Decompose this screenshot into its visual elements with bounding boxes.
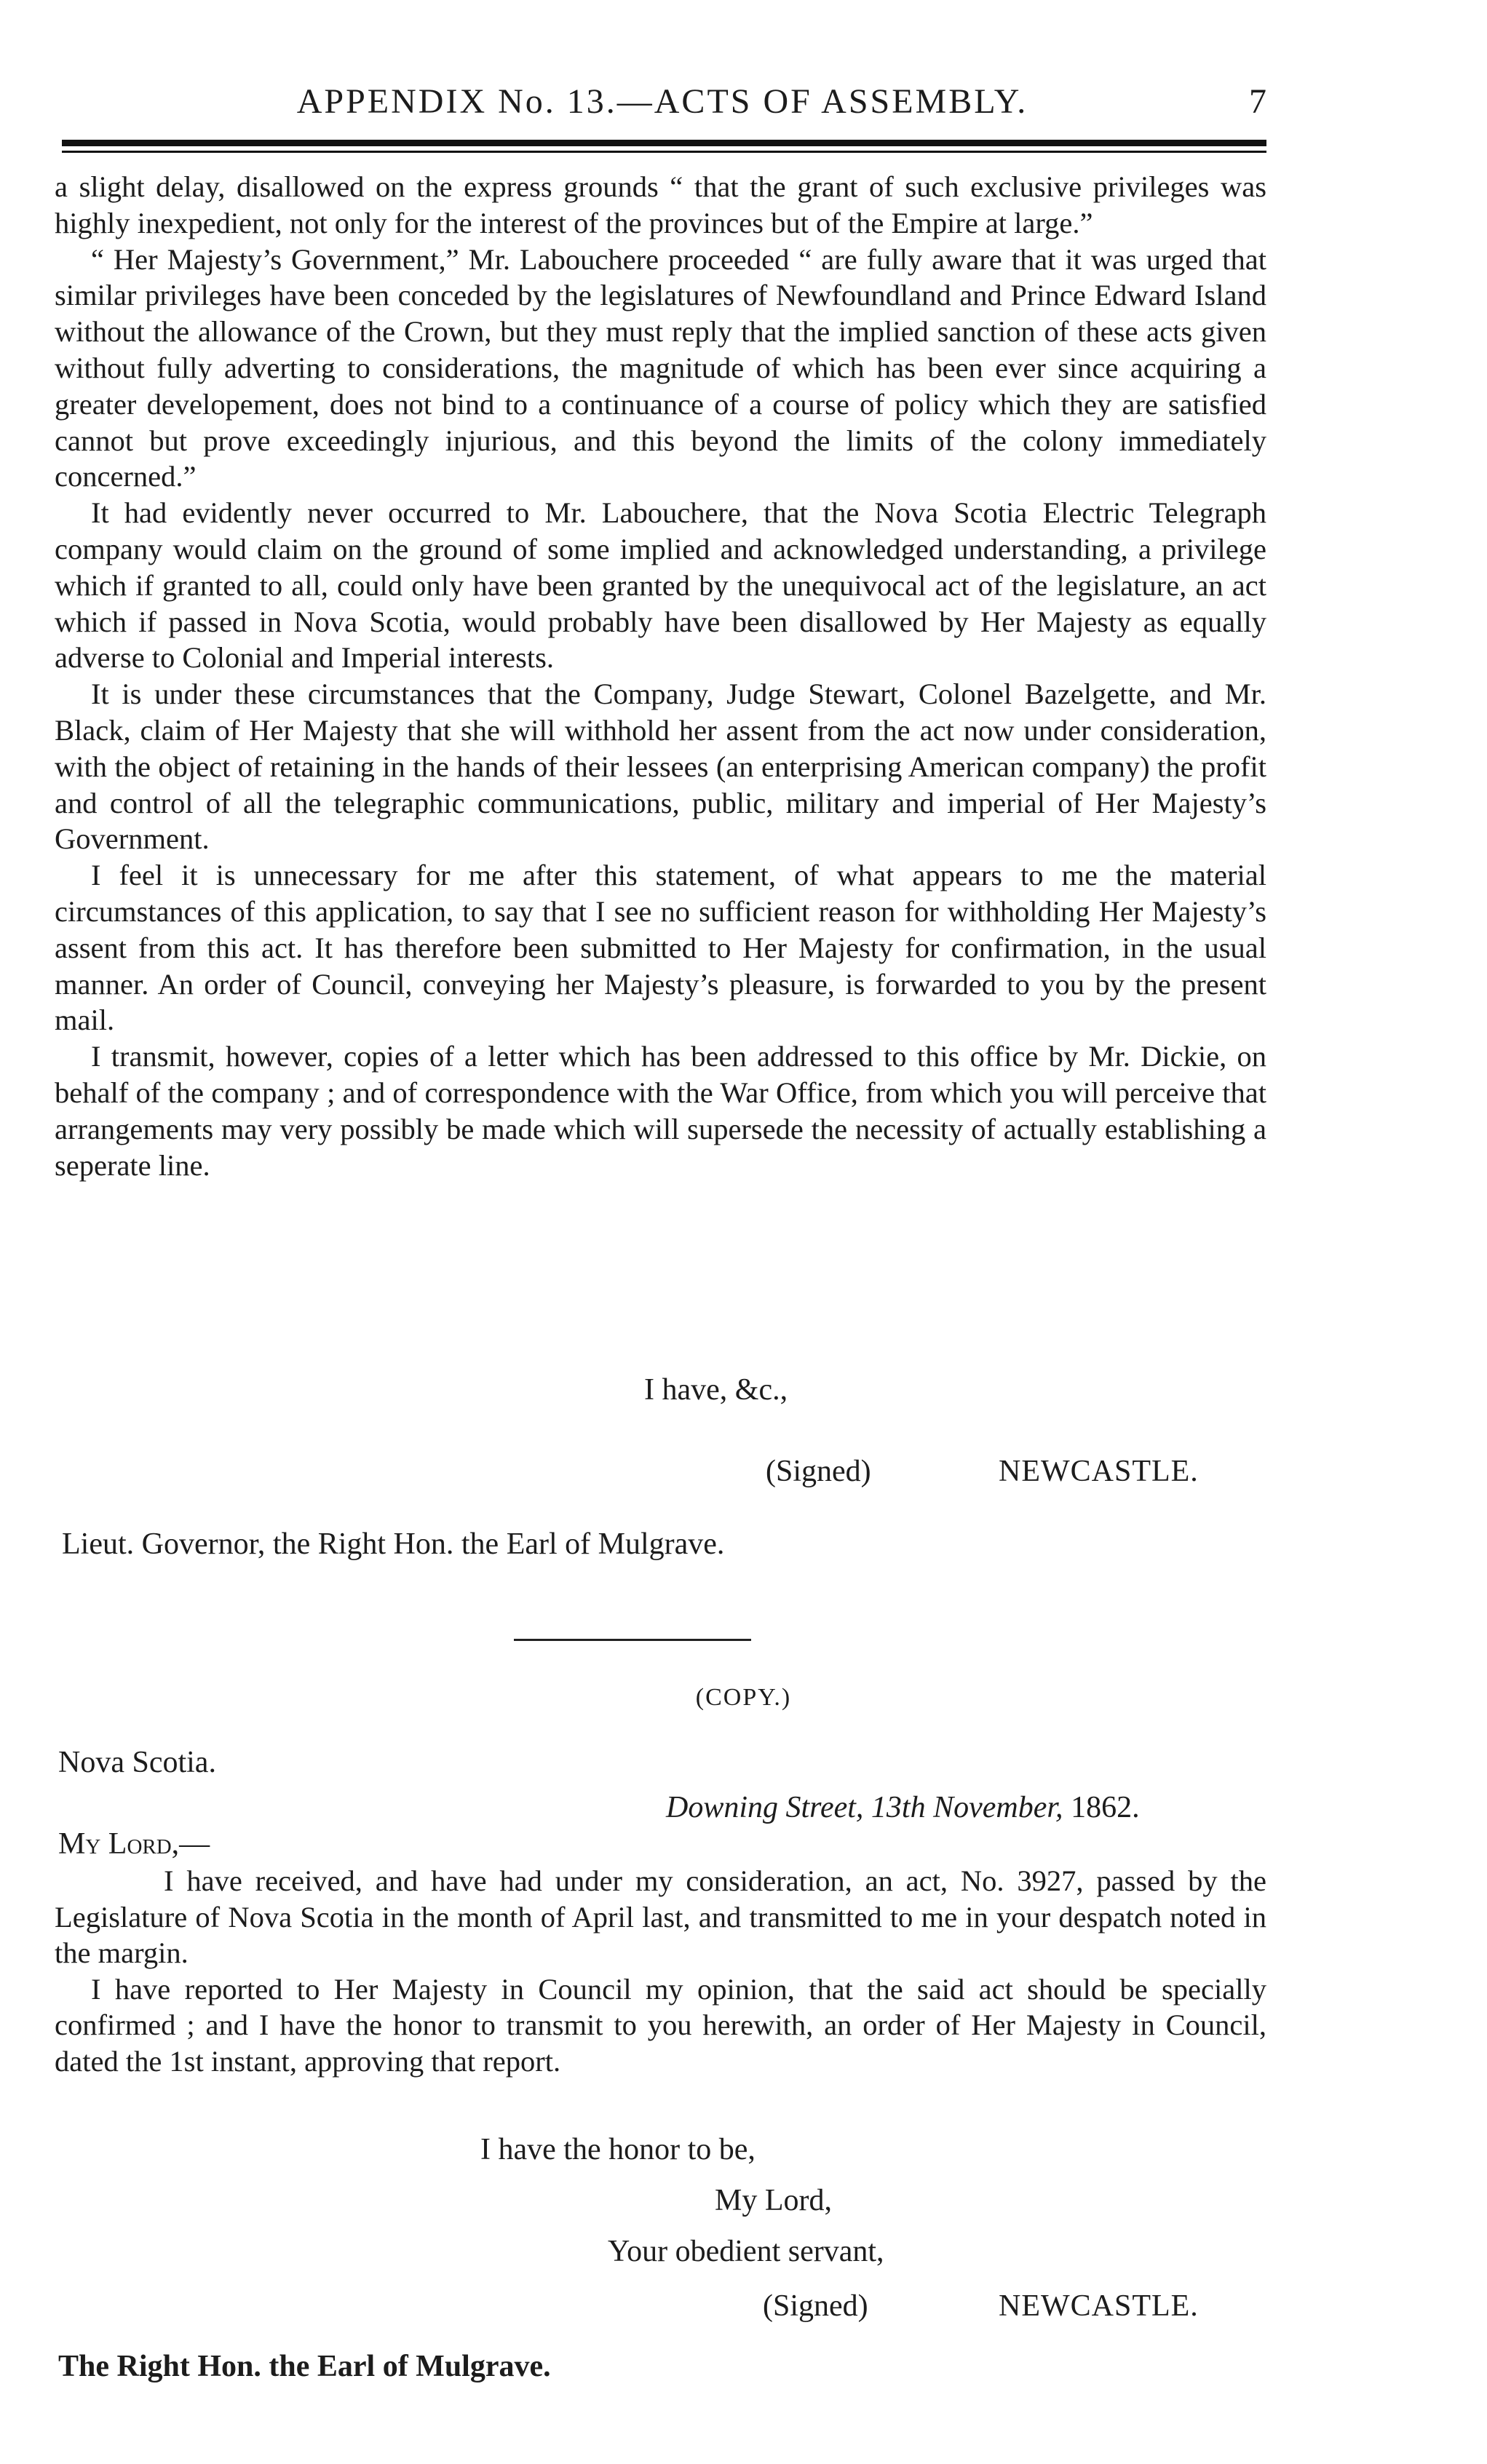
paragraph: I transmit, however, copies of a letter which has been addressed to this office by Mr. Dickie, on behalf of the company ; and of correspondence with the War Office, from which you will perceive that arrangements may very possibly be made which will supersede the necessity of actually establishing a seperate line. [55,1040,1266,1182]
letter-2-province: Nova Scotia. [58,1746,216,1779]
letter-2-dateline [666,1790,1140,1825]
letter-1-i-have: I have, &c., [644,1373,788,1407]
paragraph: It had evidently never occurred to Mr. Labouchere, that the Nova Scotia Electric Telegraph company would claim on the ground of some implied and acknowledged understanding, a privilege which if granted to all, could only have been granted by the unequivocal act of the legislature, an act which if passed in Nova Scotia, would probably have been disallowed by Her Majesty as equally adverse to Colonial and Imperial interests. [55,496,1266,675]
letter-1-addressee: Lieut. Governor, the Right Hon. the Earl of Mulgrave. [62,1527,725,1561]
paragraph: “ Her Majesty’s Government,” Mr. Labouchere proceeded “ are fully aware that it was urged that similar privileges have been conceded by the legislatures of Newfoundland and Prince Edward Island without the allowance of the Crown, but they must reply that the implied sanction of these acts given without fully adverting to considerations, the magnitude of which has been ever since acquiring a greater developement, does not bind to a continuance of a course of policy which they are satisfied cannot but prove exceedingly injurious, and this beyond the limits of the colony immediately concerned.” [55,242,1266,493]
letter-2-closing-honor: I have the honor to be, [480,2133,756,2166]
paragraph: I feel it is unnecessary for me after this statement, of what appears to me the material circumstances of this application, to say that I see no sufficient reason for withholding Her Majesty’s assent from this act. It has therefore been submitted to Her Majesty for confirmation, in the usual manner. An order of Council, conveying her Majesty’s pleasure, is forwarded to you by the present mail. [55,859,1266,1037]
paragraph: I have received, and have had under my consideration, an act, No. 3927, passed by the Legislature of Nova Scotia in the month of April last, and transmitted to me in your despatch noted in the margin. [55,1864,1266,1969]
letter-2-date: 13th November, [871,1791,1063,1824]
letter-2-signed: (Signed) [763,2289,868,2323]
page-header-title: APPENDIX No. 13.—ACTS OF ASSEMBLY. [296,82,1028,121]
letter-2-signatory: NEWCASTLE. [999,2289,1199,2323]
paragraph: I have reported to Her Majesty in Council my opinion, that the said act should be specially confirmed ; and I have the honor to transmit to you herewith, an order of Her Majesty in Council, dated the 1st instant, approving that report. [55,1972,1266,2078]
page-number: 7 [1249,82,1266,121]
header-rule-thick [62,140,1266,146]
letter-2-body [55,1863,1266,2079]
letter-2-year: 1862. [1071,1791,1140,1824]
letter-2-addressee: The Right Hon. the Earl of Mulgrave. [58,2350,551,2383]
page-header [58,73,1266,124]
paragraph: a slight delay, disallowed on the express grounds “ that the grant of such exclusive privileges was highly inexpedient, not only for the interest of the provinces but of the Empire at large.” [55,170,1266,239]
section-separator [514,1639,751,1641]
letter-2-closing-servant: Your obedient servant, [608,2235,884,2268]
letter-2-salutation: My Lord,— [58,1827,210,1861]
copy-label: (COPY.) [695,1684,792,1711]
paragraph: It is under these circumstances that the Company, Judge Stewart, Colonel Bazelgette, and Mr. Black, claim of Her Majesty that she will withhold her assent from the act now under consideration, with the object of retaining in the hands of their lessees (an enterprising American company) the profit and control of all the telegraphic communications, public, military and imperial of Her Majesty’s Government. [55,677,1266,856]
header-rule-thin [62,151,1266,153]
letter-1-signed: (Signed) [766,1455,871,1488]
letter-2-place: Downing Street, [666,1791,864,1824]
letter-2-closing-my-lord: My Lord, [715,2184,832,2217]
letter-1-signatory: NEWCASTLE. [999,1455,1199,1488]
letter-1-body [55,169,1266,1183]
